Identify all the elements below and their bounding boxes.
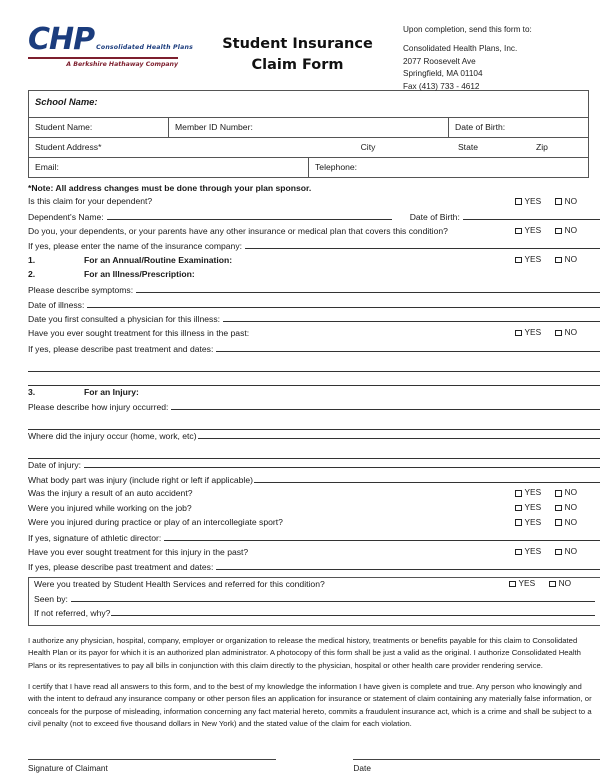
body-part-input[interactable] bbox=[254, 474, 600, 483]
signature-date-label: Date bbox=[353, 762, 371, 773]
section-1-row bbox=[28, 255, 600, 270]
insurance-company-row bbox=[28, 240, 600, 255]
yesno-auto-accident bbox=[513, 488, 600, 497]
zip-label: Zip bbox=[536, 142, 548, 152]
question-injury-past-treatment-label: Have you ever sought treatment for this injury in the past? bbox=[28, 546, 249, 557]
checkbox-icon[interactable] bbox=[555, 505, 562, 512]
dependent-name-input[interactable] bbox=[107, 211, 392, 220]
yesno-on-the-job bbox=[513, 503, 600, 512]
send-to-street: 2077 Roosevelt Ave bbox=[403, 56, 476, 66]
yes-label: YES bbox=[524, 545, 542, 556]
send-to-fax: Fax (413) 733 - 4612 bbox=[403, 81, 480, 91]
certification-paragraph: I certify that I have read all answers to this form, and to the best of my knowledge the information I have given is complete and true. Any person who knowingly and with the intent to defraud any insurance company or other person files an application for insurance or statement of claim containing any materially false information, or conceals for the purpose of misleading, information concerning any fact material hereto, commits a fraudulent insurance act, which is a crime and shall be subject to a civil penalty (not to exceed five thousand dollars in New York) and the stated value of the claim for each violation. bbox=[28, 682, 592, 729]
table-row-identity bbox=[29, 118, 589, 138]
checkbox-icon[interactable] bbox=[549, 581, 556, 588]
signature-area bbox=[28, 759, 600, 773]
checkbox-icon[interactable] bbox=[555, 228, 562, 235]
body-part-label: What body part was injury (include right or left if applicable) bbox=[28, 474, 253, 485]
section-2-row bbox=[28, 270, 600, 285]
authorization-paragraph: I authorize any physician, hospital, company, employer or organization to release the medical history, treatments or benefits payable for this claim to Consolidated Health Plan or its payor for which it is an authorized plan administrator. A photocopy of this form shall be just a valid as the original. I authorize Consolidated Health Plans or its representatives to pay all bills in conjunction with this claim directly to the physician, hospital or other health care provider rendering service. bbox=[28, 635, 581, 670]
how-injury-occurred-label: Please describe how injury occurred: bbox=[28, 401, 169, 412]
signature-gap bbox=[276, 759, 354, 773]
student-info-table bbox=[28, 90, 589, 178]
table-row-school bbox=[29, 91, 589, 118]
checkbox-icon[interactable] bbox=[555, 330, 562, 337]
if-not-referred-label: If not referred, why? bbox=[34, 608, 111, 619]
no-label: NO bbox=[564, 326, 578, 337]
no-label: NO bbox=[558, 578, 572, 589]
injury-past-treatment-dates-row bbox=[28, 561, 600, 576]
injury-past-treatment-dates-label: If yes, please describe past treatment and dates: bbox=[28, 562, 214, 573]
checkbox-icon[interactable] bbox=[515, 330, 522, 337]
student-address-label: Student Address* bbox=[35, 142, 102, 152]
section-2-number: 2. bbox=[28, 268, 36, 279]
no-label: NO bbox=[564, 253, 578, 264]
symptoms-label: Please describe symptoms: bbox=[28, 285, 134, 296]
how-injury-occurred-input[interactable] bbox=[171, 401, 600, 410]
seen-by-row bbox=[34, 593, 595, 607]
question-dependent-row bbox=[28, 197, 600, 212]
send-to-company: Consolidated Health Plans, Inc. bbox=[403, 44, 518, 54]
logo-tagline: Consolidated Health Plans bbox=[96, 43, 193, 51]
state-label: State bbox=[457, 142, 479, 152]
table-row-address bbox=[29, 138, 589, 158]
form-title-block bbox=[192, 18, 403, 76]
section-3-title: For an Injury: bbox=[84, 387, 139, 398]
checkbox-other-insurance-no[interactable] bbox=[555, 226, 577, 235]
injury-extra-line-2[interactable] bbox=[28, 445, 600, 460]
student-name-label: Student Name: bbox=[35, 122, 93, 132]
no-label: NO bbox=[564, 502, 578, 513]
form-header bbox=[12, 0, 588, 90]
date-of-illness-input[interactable] bbox=[87, 299, 600, 308]
yesno-injury-past-treatment bbox=[513, 547, 600, 556]
checkbox-injury-past-no[interactable] bbox=[555, 547, 577, 556]
checkbox-icon[interactable] bbox=[555, 198, 562, 205]
date-of-birth-label: Date of Birth: bbox=[455, 122, 506, 132]
checkbox-shs-treated-yes[interactable] bbox=[509, 579, 535, 588]
checkbox-intercollegiate-yes[interactable] bbox=[515, 518, 541, 527]
dependent-name-label: Dependent's Name: bbox=[28, 212, 104, 223]
email-label: Email: bbox=[35, 162, 59, 172]
checkbox-icon[interactable] bbox=[515, 519, 522, 526]
checkbox-icon[interactable] bbox=[555, 257, 562, 264]
question-auto-accident-label: Was the injury a result of an auto accident? bbox=[28, 488, 193, 499]
yesno-intercollegiate bbox=[513, 518, 600, 527]
date-of-injury-row bbox=[28, 459, 600, 474]
section-2-title: For an Illness/Prescription: bbox=[84, 268, 195, 279]
no-label: NO bbox=[564, 224, 578, 235]
where-injury-occurred-label: Where did the injury occur (home, work, etc) bbox=[28, 431, 197, 442]
question-intercollegiate-row bbox=[28, 518, 600, 533]
logo-parent-company: A Berkshire Hathaway Company bbox=[66, 60, 178, 68]
checkbox-icon[interactable] bbox=[509, 581, 516, 588]
question-dependent-label: Is this claim for your dependent? bbox=[28, 196, 153, 207]
signature-claimant-label: Signature of Claimant bbox=[28, 762, 108, 773]
where-injury-occurred-row bbox=[28, 430, 600, 445]
member-id-cell[interactable] bbox=[169, 118, 449, 138]
yes-label: YES bbox=[524, 502, 542, 513]
checkbox-icon[interactable] bbox=[515, 257, 522, 264]
injury-extra-line-1[interactable] bbox=[28, 416, 600, 431]
no-label: NO bbox=[564, 545, 578, 556]
checkbox-icon[interactable] bbox=[555, 490, 562, 497]
checkbox-dependent-yes[interactable] bbox=[515, 197, 541, 206]
telephone-label: Telephone: bbox=[315, 162, 358, 172]
yes-label: YES bbox=[518, 578, 536, 589]
illness-past-treatment-dates-input[interactable] bbox=[216, 343, 600, 352]
form-title-line1: Student Insurance bbox=[222, 36, 373, 52]
insurance-company-input[interactable] bbox=[245, 240, 600, 249]
yes-label: YES bbox=[524, 224, 542, 235]
checkbox-icon[interactable] bbox=[515, 549, 522, 556]
send-to-gap bbox=[403, 36, 588, 43]
section-1-number: 1. bbox=[28, 254, 36, 265]
illness-extra-line-1[interactable] bbox=[28, 357, 600, 372]
if-not-referred-row bbox=[34, 607, 595, 621]
yesno-dependent bbox=[513, 197, 600, 206]
date-of-injury-input[interactable] bbox=[84, 459, 600, 468]
signature-claimant-block bbox=[28, 759, 276, 773]
athletic-director-row bbox=[28, 532, 600, 547]
yesno-illness-past-treatment bbox=[513, 328, 600, 337]
yes-label: YES bbox=[524, 487, 542, 498]
yes-label: YES bbox=[524, 326, 542, 337]
checkbox-on-the-job-yes[interactable] bbox=[515, 503, 541, 512]
school-name-label: School Name: bbox=[35, 96, 98, 107]
checkbox-illness-past-yes[interactable] bbox=[515, 328, 541, 337]
symptoms-input[interactable] bbox=[136, 284, 600, 293]
send-to-block bbox=[403, 18, 588, 93]
date-of-illness-row bbox=[28, 299, 600, 314]
email-cell[interactable] bbox=[29, 158, 309, 178]
checkbox-shs-treated-no[interactable] bbox=[549, 579, 571, 588]
illness-extra-line-2[interactable] bbox=[28, 372, 600, 387]
form-title-line2: Claim Form bbox=[251, 57, 344, 74]
telephone-cell[interactable] bbox=[309, 158, 589, 178]
question-auto-accident-row bbox=[28, 488, 600, 503]
question-injury-past-treatment-row bbox=[28, 547, 600, 562]
date-of-injury-label: Date of injury: bbox=[28, 460, 82, 471]
checkbox-injury-past-yes[interactable] bbox=[515, 547, 541, 556]
how-injury-occurred-row bbox=[28, 401, 600, 416]
yesno-annual-exam bbox=[513, 255, 600, 264]
first-consulted-row bbox=[28, 313, 600, 328]
athletic-director-input[interactable] bbox=[164, 532, 600, 541]
body-part-row bbox=[28, 474, 600, 489]
checkbox-on-the-job-no[interactable] bbox=[555, 503, 577, 512]
checkbox-auto-accident-yes[interactable] bbox=[515, 488, 541, 497]
no-label: NO bbox=[564, 195, 578, 206]
first-consulted-input[interactable] bbox=[223, 313, 600, 322]
checkbox-other-insurance-yes[interactable] bbox=[515, 226, 541, 235]
question-other-insurance-row bbox=[28, 226, 600, 241]
no-label: NO bbox=[564, 487, 578, 498]
seen-by-label: Seen by: bbox=[34, 594, 68, 605]
date-of-birth-cell[interactable] bbox=[449, 118, 589, 138]
yes-label: YES bbox=[524, 195, 542, 206]
symptoms-row bbox=[28, 284, 600, 299]
dependent-dob-input[interactable] bbox=[463, 211, 600, 220]
student-health-services-box bbox=[28, 577, 600, 626]
date-of-illness-label: Date of illness: bbox=[28, 299, 85, 310]
checkbox-icon[interactable] bbox=[515, 228, 522, 235]
question-illness-past-treatment-label: Have you ever sought treatment for this illness in the past: bbox=[28, 327, 250, 338]
chp-logo bbox=[12, 18, 192, 68]
logo-mark-text: CHP bbox=[28, 22, 95, 57]
checkbox-annual-exam-yes[interactable] bbox=[515, 255, 541, 264]
checkbox-icon[interactable] bbox=[555, 519, 562, 526]
checkbox-icon[interactable] bbox=[515, 490, 522, 497]
injury-past-treatment-dates-input[interactable] bbox=[216, 561, 600, 570]
question-shs-treated-label: Were you treated by Student Health Services and referred for this condition? bbox=[34, 578, 325, 589]
member-id-label: Member ID Number: bbox=[175, 122, 253, 132]
yes-label: YES bbox=[524, 516, 542, 527]
where-injury-occurred-input[interactable] bbox=[198, 430, 600, 439]
checkbox-icon[interactable] bbox=[555, 549, 562, 556]
question-shs-treated-row bbox=[34, 579, 595, 593]
no-label: NO bbox=[564, 516, 578, 527]
send-to-citystate: Springfield, MA 01104 bbox=[403, 69, 483, 79]
section-1-title: For an Annual/Routine Examination: bbox=[84, 254, 233, 265]
if-not-referred-input[interactable] bbox=[111, 607, 595, 616]
question-other-insurance-label: Do you, your dependents, or your parents have any other insurance or medical plan that covers this condition? bbox=[28, 225, 448, 236]
athletic-director-label: If yes, signature of athletic director: bbox=[28, 533, 162, 544]
student-address-cell[interactable] bbox=[29, 138, 589, 158]
send-to-intro: Upon completion, send this form to: bbox=[403, 25, 532, 34]
first-consulted-label: Date you first consulted a physician for this illness: bbox=[28, 314, 221, 325]
question-intercollegiate-label: Were you injured during practice or play of an intercollegiate sport? bbox=[28, 517, 283, 528]
student-name-cell[interactable] bbox=[29, 118, 169, 138]
checkbox-icon[interactable] bbox=[515, 198, 522, 205]
checkbox-annual-exam-no[interactable] bbox=[555, 255, 577, 264]
city-label: City bbox=[360, 142, 376, 152]
signature-date-block bbox=[353, 759, 600, 773]
yesno-shs-treated bbox=[507, 579, 595, 588]
question-on-the-job-row bbox=[28, 503, 600, 518]
illness-past-treatment-dates-row bbox=[28, 343, 600, 358]
table-row-contact bbox=[29, 158, 589, 178]
yesno-other-insurance bbox=[513, 226, 600, 235]
checkbox-icon[interactable] bbox=[515, 505, 522, 512]
illness-past-treatment-dates-label: If yes, please describe past treatment and dates: bbox=[28, 343, 214, 354]
checkbox-illness-past-no[interactable] bbox=[555, 328, 577, 337]
dependent-name-row bbox=[28, 211, 600, 226]
question-on-the-job-label: Were you injured while working on the job? bbox=[28, 502, 192, 513]
insurance-company-label: If yes, please enter the name of the insurance company: bbox=[28, 241, 243, 252]
school-name-cell[interactable] bbox=[29, 91, 589, 118]
form-body bbox=[28, 178, 600, 576]
yes-label: YES bbox=[524, 253, 542, 264]
checkbox-auto-accident-no[interactable] bbox=[555, 488, 577, 497]
checkbox-dependent-no[interactable] bbox=[555, 197, 577, 206]
dependent-dob-label: Date of Birth: bbox=[409, 212, 460, 223]
address-change-note: *Note: All address changes must be done through your plan sponsor. bbox=[28, 183, 312, 193]
section-3-number: 3. bbox=[28, 387, 36, 398]
checkbox-intercollegiate-no[interactable] bbox=[555, 518, 577, 527]
question-illness-past-treatment-row bbox=[28, 328, 600, 343]
section-3-row bbox=[28, 386, 600, 401]
seen-by-input[interactable] bbox=[71, 593, 595, 602]
